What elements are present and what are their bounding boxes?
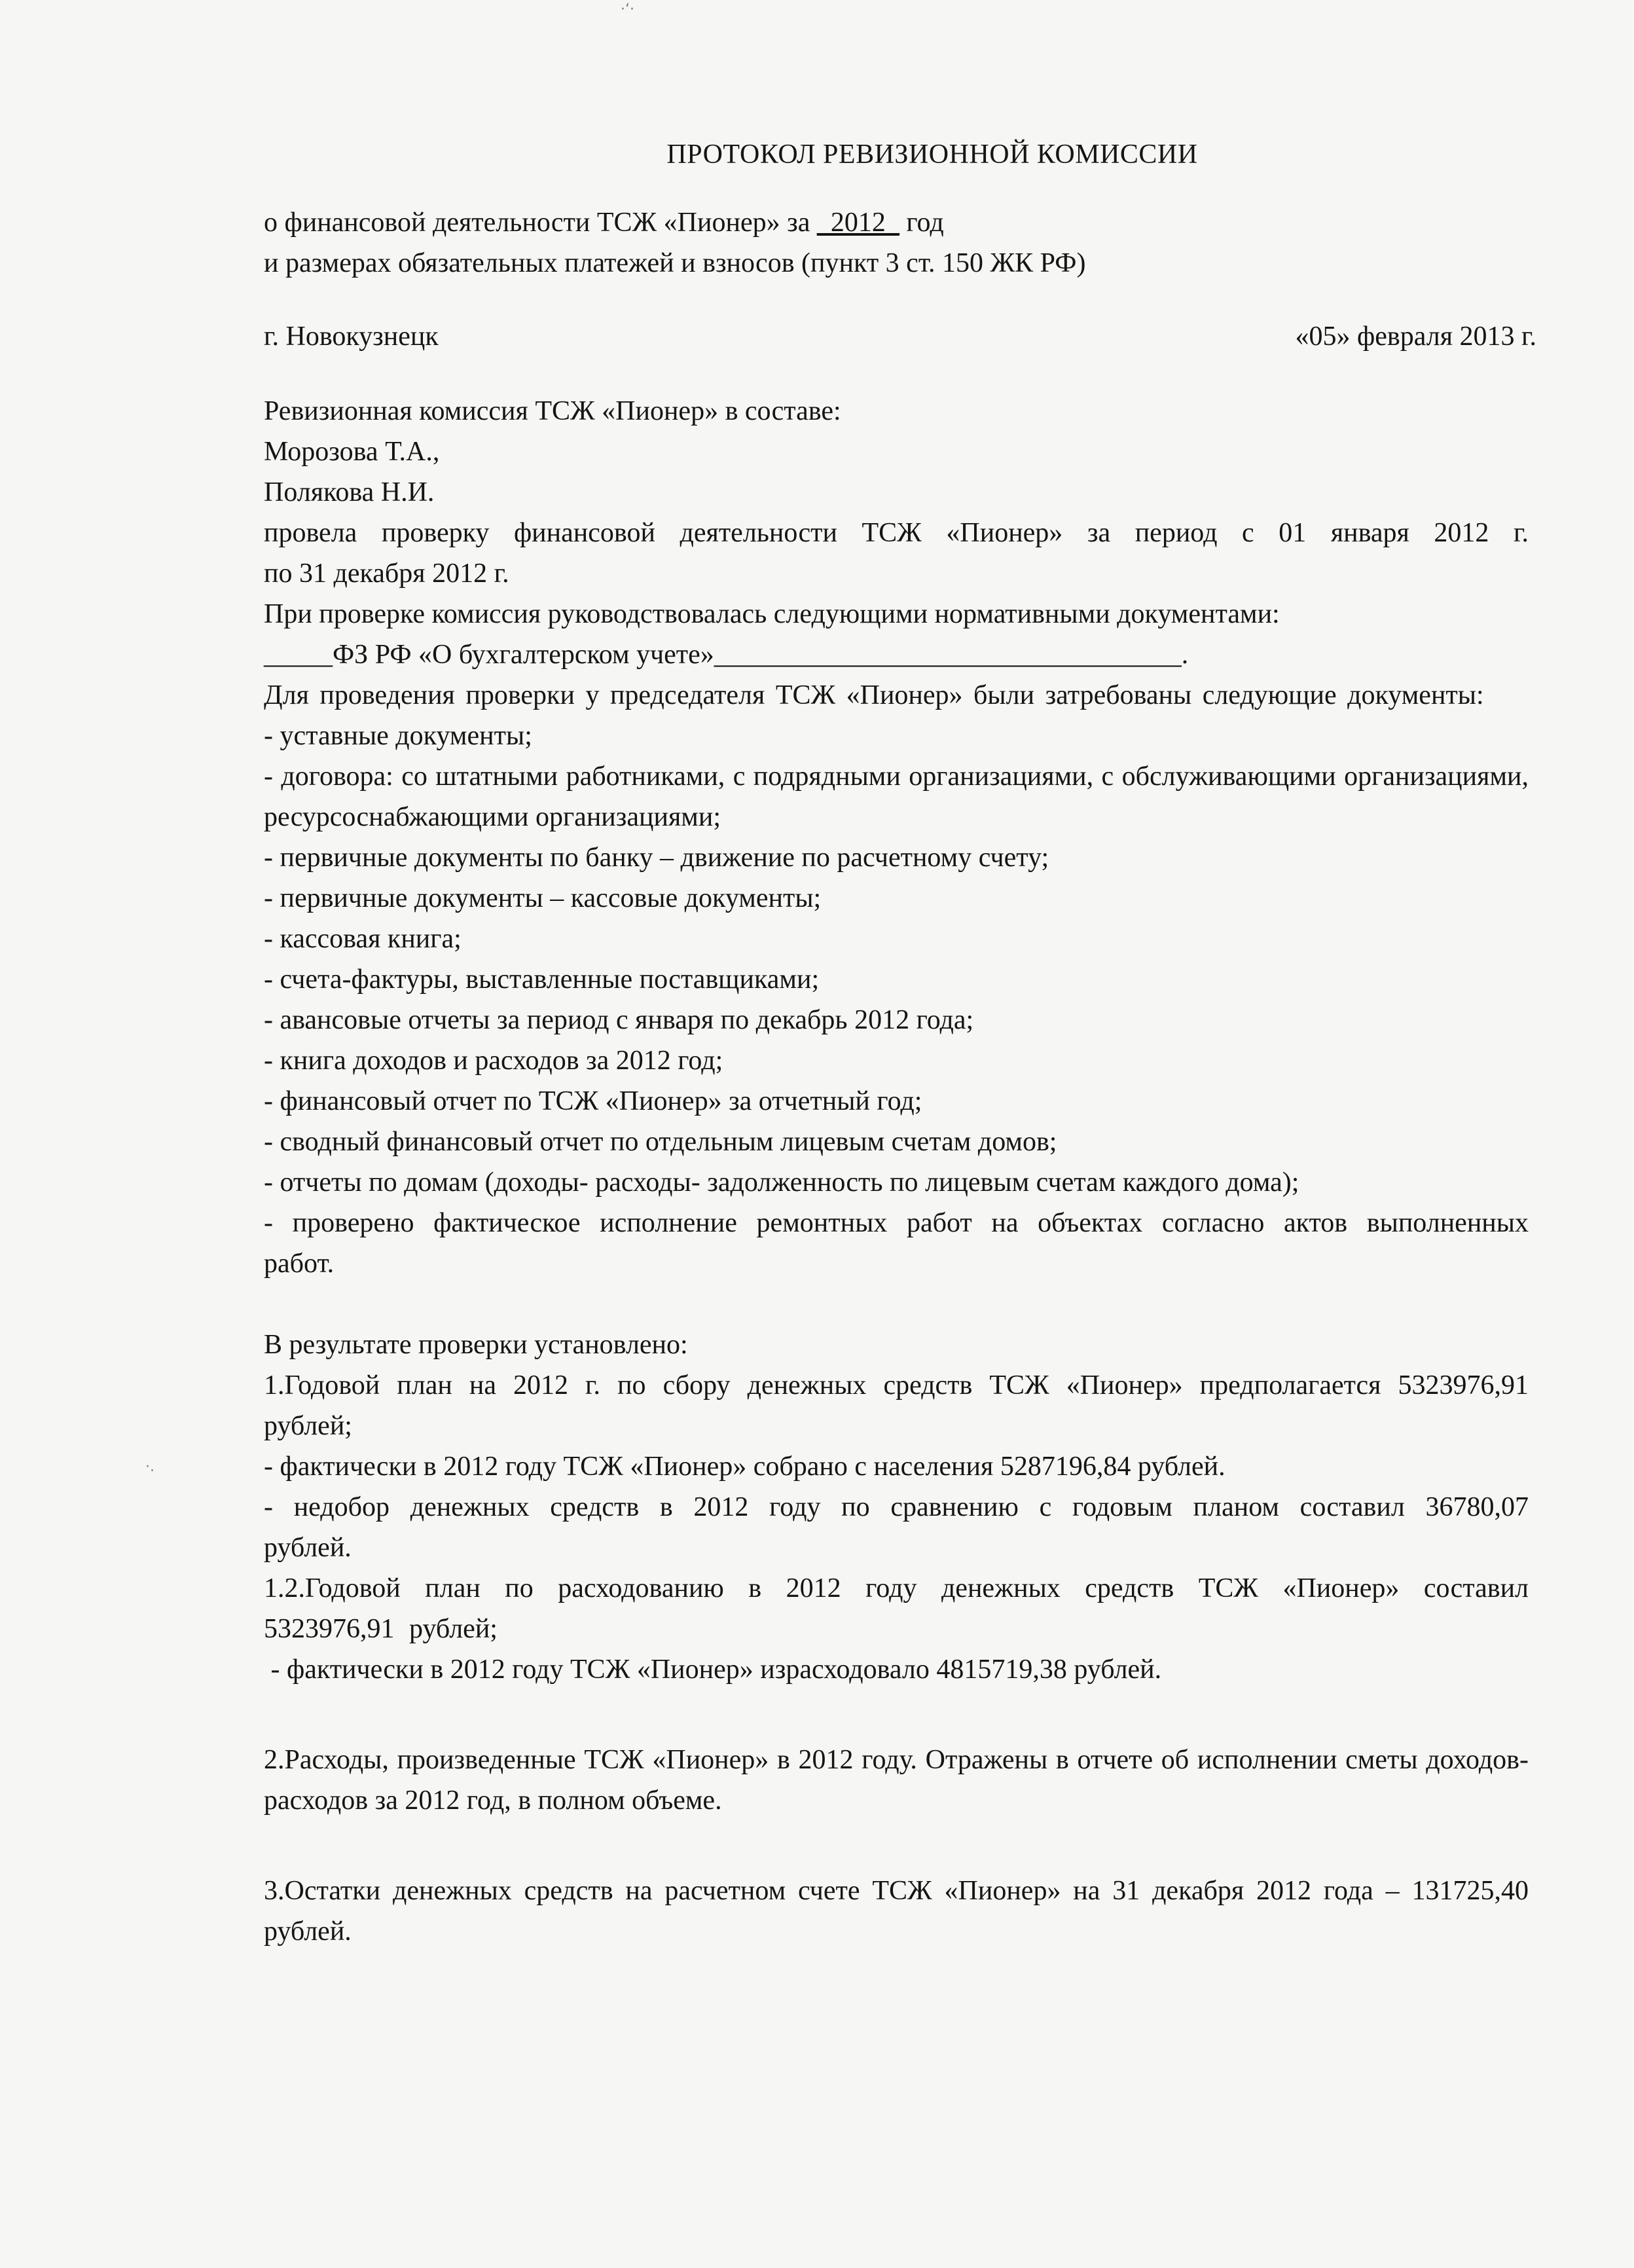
result-item-1-2: 1.2.Годовой план по расходованию в 2012 году денежных средств ТСЖ «Пионер» составил 5323976,91 рублей; (264, 1573, 1529, 1644)
result-item-1-2-fact: - фактически в 2012 году ТСЖ «Пионер» израсходовало 4815719,38 рублей. (264, 1655, 1162, 1685)
list-item: - кассовая книга; (264, 924, 462, 954)
scan-speck: ·‘· (621, 1, 634, 18)
commission-intro: Ревизионная комиссия ТСЖ «Пионер» в составе: (264, 396, 841, 426)
subtitle-line-1 (264, 202, 1529, 243)
list-item: - отчеты по домам (доходы- расходы- задолженность по лицевым счетам каждого дома); (264, 1167, 1299, 1198)
place-date-row (264, 316, 1536, 357)
result-item-1-fact: - фактически в 2012 году ТСЖ «Пионер» собрано с населения 5287196,84 рублей. (264, 1452, 1226, 1482)
list-item: - первичные документы по банку – движение по расчетному счету; (264, 843, 1049, 873)
page-title: ПРОТОКОЛ РЕВИЗИОННОЙ КОМИССИИ (666, 139, 1198, 170)
normative-doc: _____ФЗ РФ «О бухгалтерском учете»__________________________________. (264, 640, 1189, 670)
scan-speck: ·. (145, 1459, 154, 1475)
result-item-1-shortfall: - недобор денежных средств в 2012 году по сравнению с годовым планом составил 36780,07 рублей. (264, 1492, 1529, 1563)
list-item: - сводный финансовый отчет по отдельным лицевым счетам домов; (264, 1127, 1057, 1157)
result-heading: В результате проверки установлено: (264, 1330, 688, 1360)
list-item: - книга доходов и расходов за 2012 год; (264, 1046, 723, 1076)
subtitle-suffix: год (899, 208, 944, 238)
list-item: - уставные документы; (264, 721, 532, 751)
report-year: _2012_ (816, 208, 899, 238)
result-item-3: 3.Остатки денежных средств на расчетном счете ТСЖ «Пионер» на 31 декабря 2012 года – 131725,40 рублей. (264, 1876, 1529, 1947)
list-item: - авансовые отчеты за период с января по декабрь 2012 года; (264, 1005, 974, 1035)
protocol-document (264, 134, 1536, 1952)
list-item: - счета-фактуры, выставленные поставщиками; (264, 964, 820, 995)
subtitle-prefix: о финансовой деятельности ТСЖ «Пионер» за (264, 208, 817, 238)
result-item-1: 1.Годовой план на 2012 г. по сбору денежных средств ТСЖ «Пионер» предполагается 5323976,91 рублей; (264, 1370, 1529, 1441)
normative-docs-heading: При проверке комиссия руководствовалась следующими нормативными документами: (264, 599, 1280, 629)
list-item: - договора: со штатными работниками, с подрядными организациями, с обслуживающими организациями, ресурсоснабжающими организациями; (264, 761, 1529, 832)
list-item: - проверено фактическое исполнение ремонтных работ на объектах согласно актов выполненных работ. (264, 1208, 1529, 1279)
subtitle-line-2: и размерах обязательных платежей и взносов (пункт 3 ст. 150 ЖК РФ) (264, 248, 1086, 278)
commission-member: Полякова Н.И. (264, 477, 435, 507)
requested-docs-heading: Для проведения проверки у председателя ТСЖ «Пионер» были затребованы следующие документы: (264, 680, 1484, 710)
list-item: - первичные документы – кассовые документы; (264, 883, 822, 913)
document-date: «05» февраля 2013 г. (1295, 321, 1536, 352)
city: г. Новокузнецк (264, 321, 439, 352)
list-item: - финансовый отчет по ТСЖ «Пионер» за отчетный год; (264, 1086, 922, 1116)
check-period-end: по 31 декабря 2012 г. (264, 558, 509, 589)
result-item-2: 2.Расходы, произведенные ТСЖ «Пионер» в 2012 году. Отражены в отчете об исполнении сметы доходов-расходов за 2012 год, в полном объеме. (264, 1745, 1529, 1816)
check-period-line: провела проверку финансовой деятельности ТСЖ «Пионер» за период с 01 января 2012 г. (264, 518, 1529, 548)
commission-member: Морозова Т.А., (264, 437, 440, 467)
